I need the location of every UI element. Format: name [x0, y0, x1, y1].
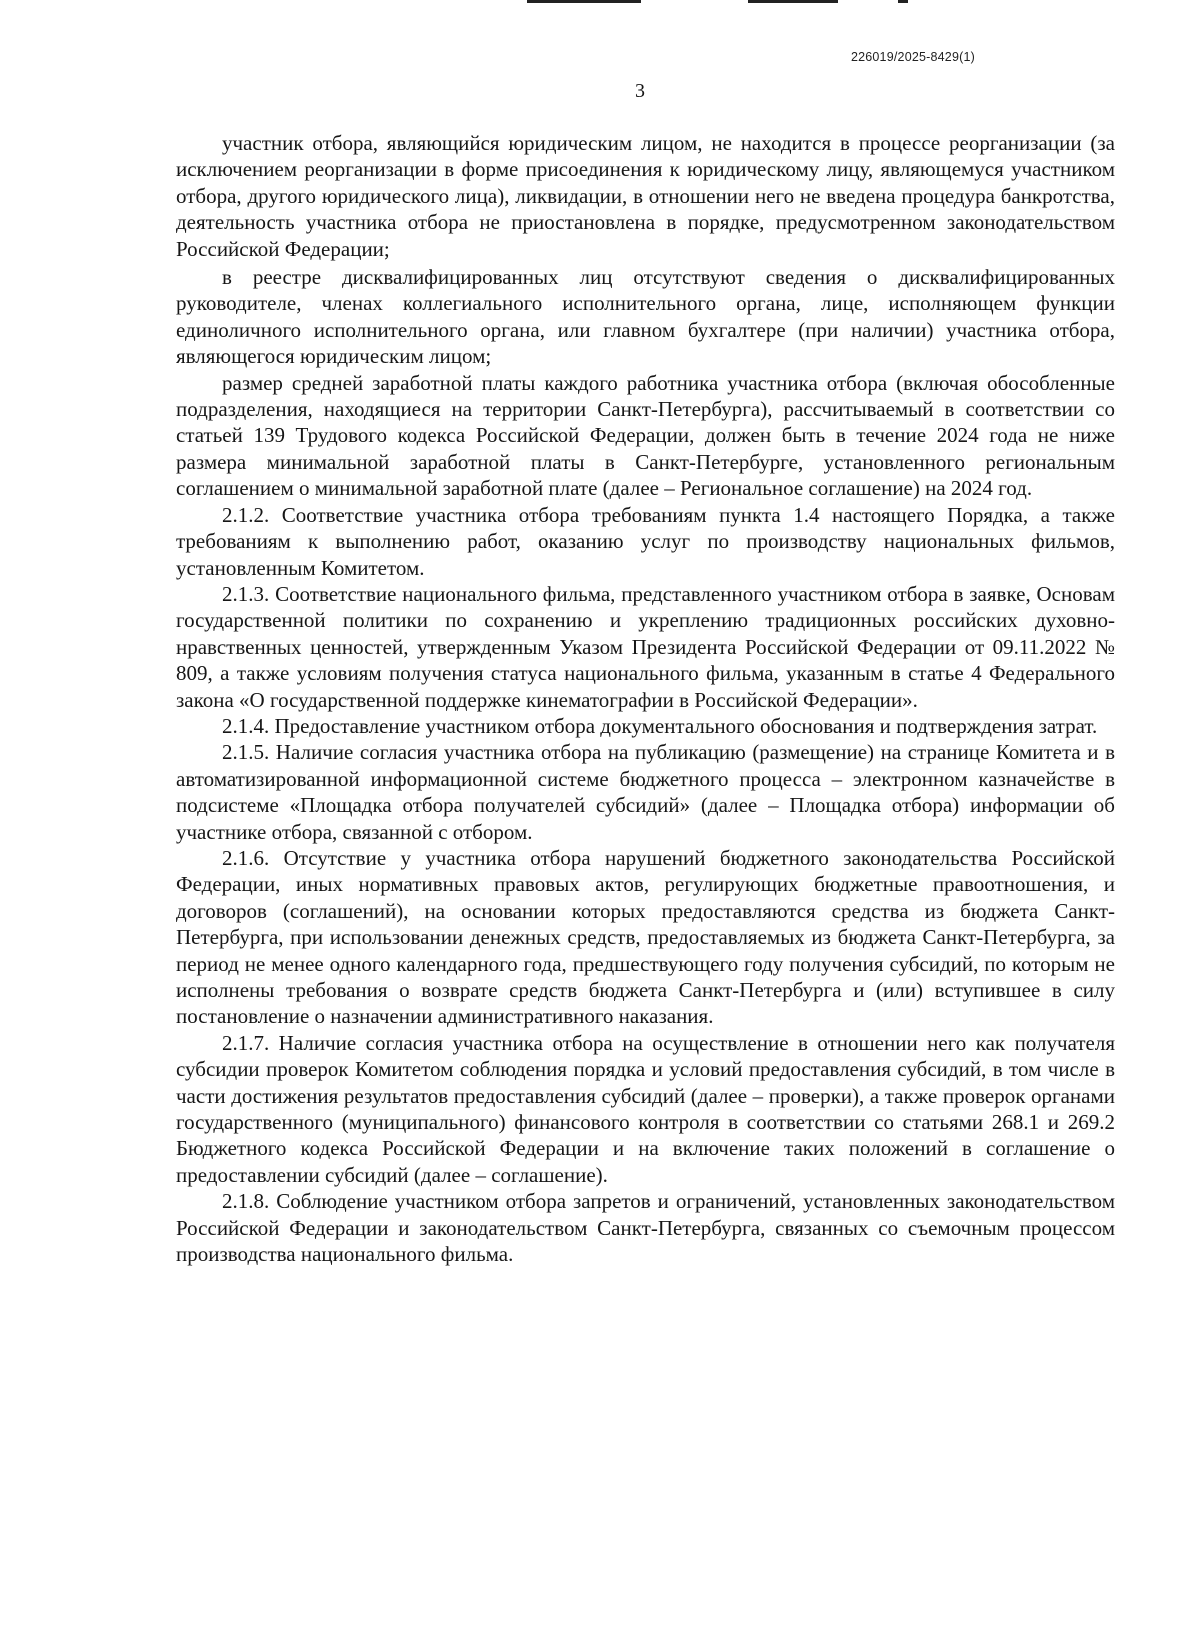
paragraph: 2.1.3. Соответствие национального фильма, представленного участником отбора в заявке, Основам государственной политики по сохранению и укреплению традиционных российских духовно-нравственных ценностей, утвержденным Указом Президента Российской Федерации от 09.11.2022 № 809, а также условиям получения статуса национального фильма, указанным в статье 4 Федерального закона «О государственной поддержке кинематографии в Российской Федерации».	[176, 581, 1115, 712]
page-number: 3	[635, 80, 645, 102]
paragraph: размер средней заработной платы каждого работника участника отбора (включая обособленные подразделения, находящиеся на территории Санкт-Петербурга), рассчитываемый в соответствии со статьей 139 Трудового кодекса Российской Федерации, должен быть в течение 2024 года не ниже размера минимальной заработной платы в Санкт-Петербурге, установленного региональным соглашением о минимальной заработной плате (далее – Региональное соглашение) на 2024 год.	[176, 370, 1115, 501]
document-id: 226019/2025-8429(1)	[850, 50, 975, 64]
paragraph: 2.1.6. Отсутствие у участника отбора нарушений бюджетного законодательства Российской Федерации, иных нормативных правовых актов, регулирующих бюджетные правоотношения, и договоров (соглашений), на основании которых предоставляются средства из бюджета Санкт-Петербурга, при использовании денежных средств, предоставляемых из бюджета Санкт-Петербурга, за период не менее одного календарного года, предшествующего году получения субсидий, по которым не исполнены требования о возврате средств бюджета Санкт-Петербурга и (или) вступившее в силу постановление о назначении административного наказания.	[176, 845, 1115, 1029]
scan-edge-line	[898, 0, 908, 3]
paragraph: участник отбора, являющийся юридическим лицом, не находится в процессе реорганизации (за исключением реорганизации в форме присоединения к юридическому лицу, являющемуся участником отбора, другого юридического лица), ликвидации, в отношении него не введена процедура банкротства, деятельность участника отбора не приостановлена в порядке, предусмотренном законодательством Российской Федерации;	[176, 131, 1115, 261]
scan-edge-line	[527, 0, 641, 3]
paragraph: 2.1.8. Соблюдение участником отбора запретов и ограничений, установленных законодательством Российской Федерации и законодательством Санкт-Петербурга, связанных со съемочным процессом производства национального фильма.	[176, 1189, 1115, 1267]
paragraph: 2.1.5. Наличие согласия участника отбора на публикацию (размещение) на странице Комитета и в автоматизированной информационной системе бюджетного процесса – электронном казначействе в подсистеме «Площадка отбора получателей субсидий» (далее – Площадка отбора) информации об участнике отбора, связанной с отбором.	[176, 740, 1115, 844]
paragraph: 2.1.2. Соответствие участника отбора требованиям пункта 1.4 настоящего Порядка, а также требованиям к выполнению работ, оказанию услуг по производству национальных фильмов, установленным Комитетом.	[176, 502, 1115, 580]
paragraph: 2.1.7. Наличие согласия участника отбора на осуществление в отношении него как получателя субсидии проверок Комитетом соблюдения порядка и условий предоставления субсидий, в том числе в части достижения результатов предоставления субсидий (далее – проверки), а также проверок органами государственного (муниципального) финансового контроля в соответствии со статьями 268.1 и 269.2 Бюджетного кодекса Российской Федерации и на включение таких положений в соглашение о предоставлении субсидий (далее – соглашение).	[176, 1030, 1115, 1187]
paragraph: в реестре дисквалифицированных лиц отсутствуют сведения о дисквалифицированных руководителе, членах коллегиального исполнительного органа, лице, исполняющем функции единоличного исполнительного органа, или главном бухгалтере (при наличии) участника отбора, являющегося юридическим лицом;	[176, 265, 1115, 369]
scan-edge-line	[748, 0, 838, 3]
document-body	[176, 130, 1115, 1267]
paragraph: 2.1.4. Предоставление участником отбора документального обоснования и подтверждения затрат.	[222, 713, 1098, 738]
